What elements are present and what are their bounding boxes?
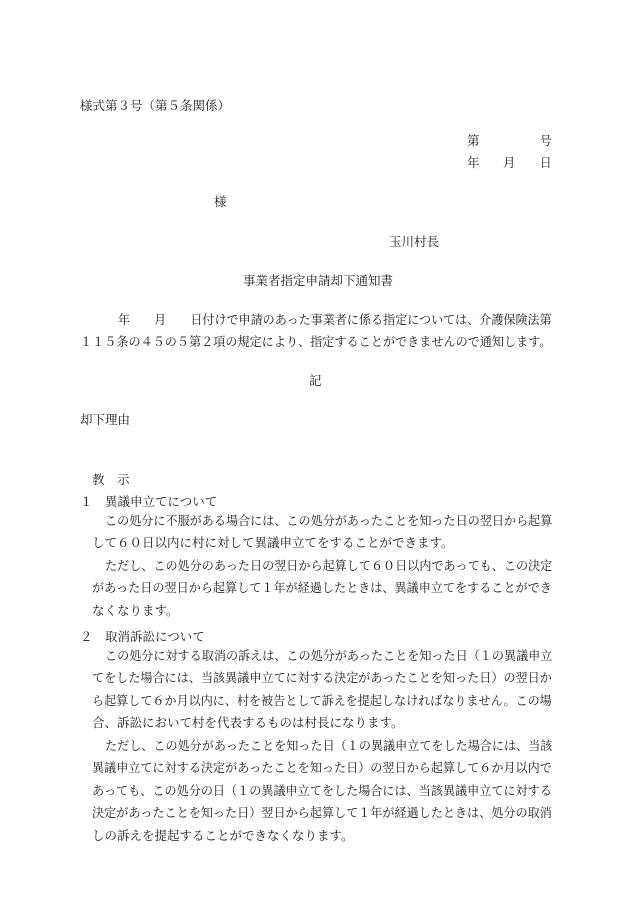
ki-heading: 記 [309, 373, 322, 388]
date-year: 年 [467, 155, 480, 170]
reason-label: 却下理由 [80, 412, 131, 427]
date-month: 月 [503, 155, 516, 170]
instruction-heading: 教 示 [92, 472, 130, 487]
date-day: 日 [540, 155, 552, 170]
section-2-line-1: この処分に対する取消の訴えは、この処分があったことを知った日（１の異議申立 [105, 648, 553, 663]
document-title: 事業者指定申請却下通知書 [243, 273, 394, 288]
section-1-line-4: があった日の翌日から起算して１年が経過したときは、異議申立てをすることができ [92, 580, 552, 595]
form-number: 様式第３号（第５条関係） [80, 98, 231, 113]
section-1-line-2: して６０日以内に村に対して異議申立てをすることができます。 [92, 535, 454, 550]
document-number-prefix: 第 [467, 133, 480, 148]
issuer-name: 玉川村長 [389, 234, 440, 249]
section-2-line-4: 合、訴訟において村を代表するものは村長になります。 [92, 715, 404, 730]
body-line-2: １１５条の４５の５第２項の規定により、指定することができませんので通知します。 [80, 334, 552, 349]
section-2-line-8: 決定があったことを知った日）翌日から起算して１年が経過したときは、処分の取消 [92, 805, 552, 820]
section-2-line-2: てをした場合には、当該異議申立てに対する決定があったことを知った日）の翌日か [92, 670, 552, 685]
section-1-line-5: なくなります。 [92, 603, 179, 618]
section-1-heading: １ 異議申立てについて [80, 494, 218, 509]
section-2-line-5: ただし、この処分があったことを知った日（１の異議申立てをした場合には、当該 [105, 738, 553, 753]
section-1-line-1: この処分に不服がある場合には、この処分があったことを知った日の翌日から起算 [105, 513, 553, 528]
section-2-line-7: あっても、この処分の日（１の異議申立てをした場合には、当該異議申立てに対する [92, 783, 552, 798]
section-2-heading: ２ 取消訴訟について [80, 629, 205, 644]
body-line-1: 年 月 日付けで申請のあった事業者に係る指定については、介護保険法第 [118, 312, 552, 327]
document-number-suffix: 号 [540, 133, 552, 148]
section-2-line-6: 異議申立てに対する決定があったことを知った日）の翌日から起算して６か月以内で [92, 760, 552, 775]
section-2-line-9: しの訴えを提起することができなくなります。 [92, 828, 354, 843]
addressee-suffix: 様 [214, 194, 227, 209]
section-1-line-3: ただし、この処分のあった日の翌日から起算して６０日以内であっても、この決定 [105, 558, 553, 573]
section-2-line-3: ら起算して６か月以内に、村を被告として訴えを提起しなければなりません。この場 [92, 693, 552, 708]
